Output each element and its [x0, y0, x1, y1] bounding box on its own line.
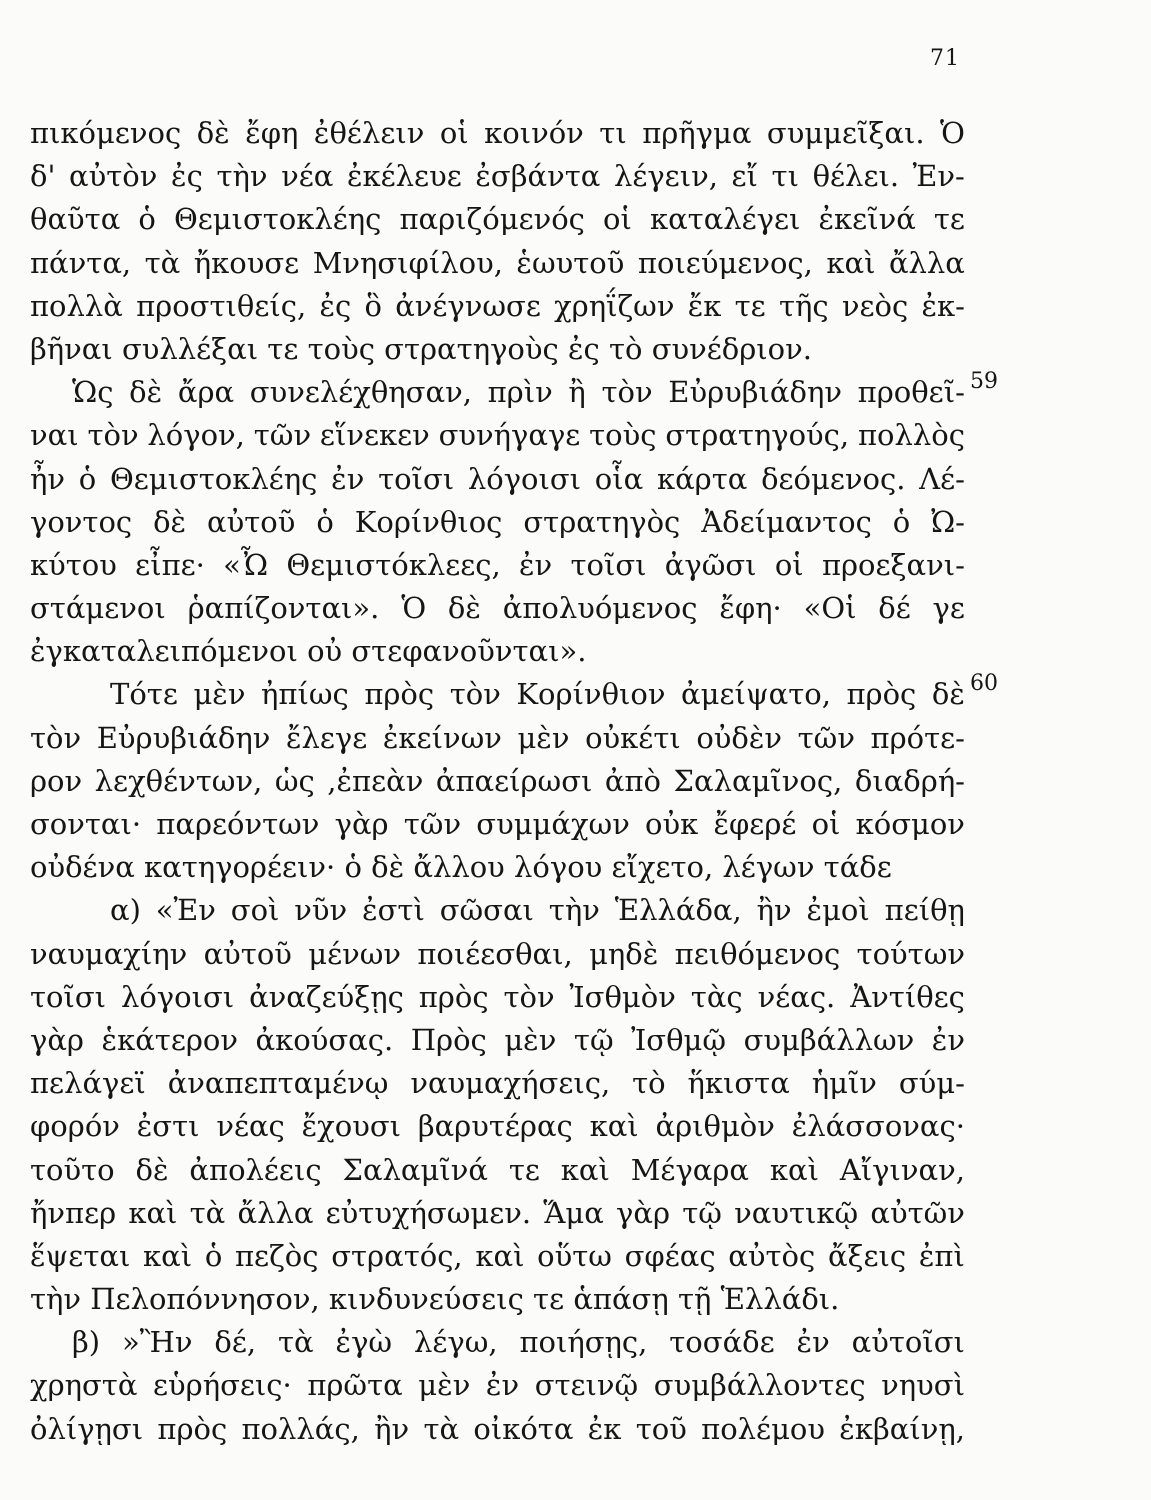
text-line: Τότε μὲν ἠπίως πρὸς τὸν Κορίνθιον ἀμείψατο, πρὸς δὲ [110, 677, 965, 712]
text-line: στάμενοι ῥαπίζονται». Ὁ δὲ ἀπολυόμενος ἔφη· «Οἱ δέ γε [30, 591, 965, 626]
text-line: ρον λεχθέντων, ὡς ,ἐπεὰν ἀπαείρωσι ἀπὸ Σαλαμῖνος, διαδρή- [30, 763, 965, 798]
text-line: γὰρ ἑκάτερον ἀκούσας. Πρὸς μὲν τῷ Ἰσθμῷ συμβάλλων ἐν [30, 1022, 965, 1057]
text-line: πικόμενος δὲ ἔφη ἐθέλειν οἱ κοινόν τι πρῆγμα συμμεῖξαι. Ὁ [30, 116, 965, 150]
text-line: θαῦτα ὁ Θεμιστοκλέης παριζόμενός οἱ καταλέγει ἐκεῖνά τε [30, 202, 965, 237]
text-line: ἐγκαταλειπόμενοι οὐ στεφανοῦνται». [30, 634, 587, 669]
text-line: βῆναι συλλέξαι τε τοὺς στρατηγοὺς ἐς τὸ συνέδριον. [30, 331, 812, 366]
text-line: ὀλίγῃσι πρὸς πολλάς, ἢν τὰ οἰκότα ἐκ τοῦ πολέμου ἐκβαίνῃ, [30, 1411, 965, 1446]
text-line: τὴν Πελοπόννησον, κινδυνεύσεις τε ἁπάσῃ τῇ Ἑλλάδι. [30, 1282, 840, 1317]
body-text [30, 112, 965, 1451]
text-line: πολλὰ προστιθείς, ἐς ὃ ἀνέγνωσε χρηΐζων ἔκ τε τῆς νεὸς ἐκ- [30, 288, 965, 323]
text-line: οὐδένα κατηγορέειν· ὁ δὲ ἄλλου λόγου εἴχετο, λέγων τάδε [30, 850, 892, 885]
margin-section-number: 60 [970, 671, 998, 696]
text-line: κύτου εἶπε· «Ὦ Θεμιστόκλεες, ἐν τοῖσι ἀγῶσι οἱ προεξανι- [30, 547, 965, 582]
text-line: Ὡς δὲ ἄρα συνελέχθησαν, πρὶν ἢ τὸν Εὐρυβιάδην προθεῖ- [72, 375, 965, 410]
text-line: β) »Ἢν δέ, τὰ ἐγὼ λέγω, ποιήσῃς, τοσάδε ἐν αὐτοῖσι [72, 1325, 965, 1360]
text-line: δ' αὐτὸν ἐς τὴν νέα ἐκέλευε ἐσβάντα λέγειν, εἴ τι θέλει. Ἐν- [30, 159, 965, 194]
margin-section-number: 59 [970, 369, 998, 394]
text-line: γοντος δὲ αὐτοῦ ὁ Κορίνθιος στρατηγὸς Ἀδείμαντος ὁ Ὠ- [30, 504, 965, 539]
text-line: ἤνπερ καὶ τὰ ἄλλα εὐτυχήσωμεν. Ἅμα γὰρ τῷ ναυτικῷ αὐτῶν [30, 1195, 965, 1230]
text-line: πελάγεϊ ἀναπεπταμένῳ ναυμαχήσεις, τὸ ἥκιστα ἡμῖν σύμ- [30, 1066, 965, 1101]
text-line: πάντα, τὰ ἤκουσε Μνησιφίλου, ἑωυτοῦ ποιεύμενος, καὶ ἄλλα [30, 245, 965, 280]
page-number: 71 [930, 46, 960, 71]
text-line: τοῖσι λόγοισι ἀναζεύξῃς πρὸς τὸν Ἰσθμὸν τὰς νέας. Ἀντίθες [30, 979, 965, 1014]
text-line: α) «Ἐν σοὶ νῦν ἐστὶ σῶσαι τὴν Ἑλλάδα, ἢν ἐμοὶ πείθῃ [110, 893, 965, 928]
text-line: χρηστὰ εὑρήσεις· πρῶτα μὲν ἐν στεινῷ συμβάλλοντες νηυσὶ [30, 1368, 965, 1403]
text-line: ναυμαχίην αὐτοῦ μένων ποιέεσθαι, μηδὲ πειθόμενος τούτων [30, 936, 965, 971]
text-line: ἕψεται καὶ ὁ πεζὸς στρατός, καὶ οὕτω σφέας αὐτὸς ἄξεις ἐπὶ [30, 1238, 965, 1273]
text-line: σονται· παρεόντων γὰρ τῶν συμμάχων οὐκ ἔφερέ οἱ κόσμον [30, 807, 965, 841]
text-line: ναι τὸν λόγον, τῶν εἵνεκεν συνήγαγε τοὺς στρατηγούς, πολλὸς [30, 418, 965, 453]
text-line: τὸν Εὐρυβιάδην ἔλεγε ἐκείνων μὲν οὐκέτι οὐδὲν τῶν πρότε- [30, 720, 965, 755]
text-line: ἦν ὁ Θεμιστοκλέης ἐν τοῖσι λόγοισι οἷα κάρτα δεόμενος. Λέ- [30, 461, 965, 496]
text-line: τοῦτο δὲ ἀπολέεις Σαλαμῖνά τε καὶ Μέγαρα καὶ Αἴγιναν, [30, 1152, 965, 1187]
text-line: φορόν ἐστι νέας ἔχουσι βαρυτέρας καὶ ἀριθμὸν ἐλάσσονας· [30, 1109, 965, 1144]
